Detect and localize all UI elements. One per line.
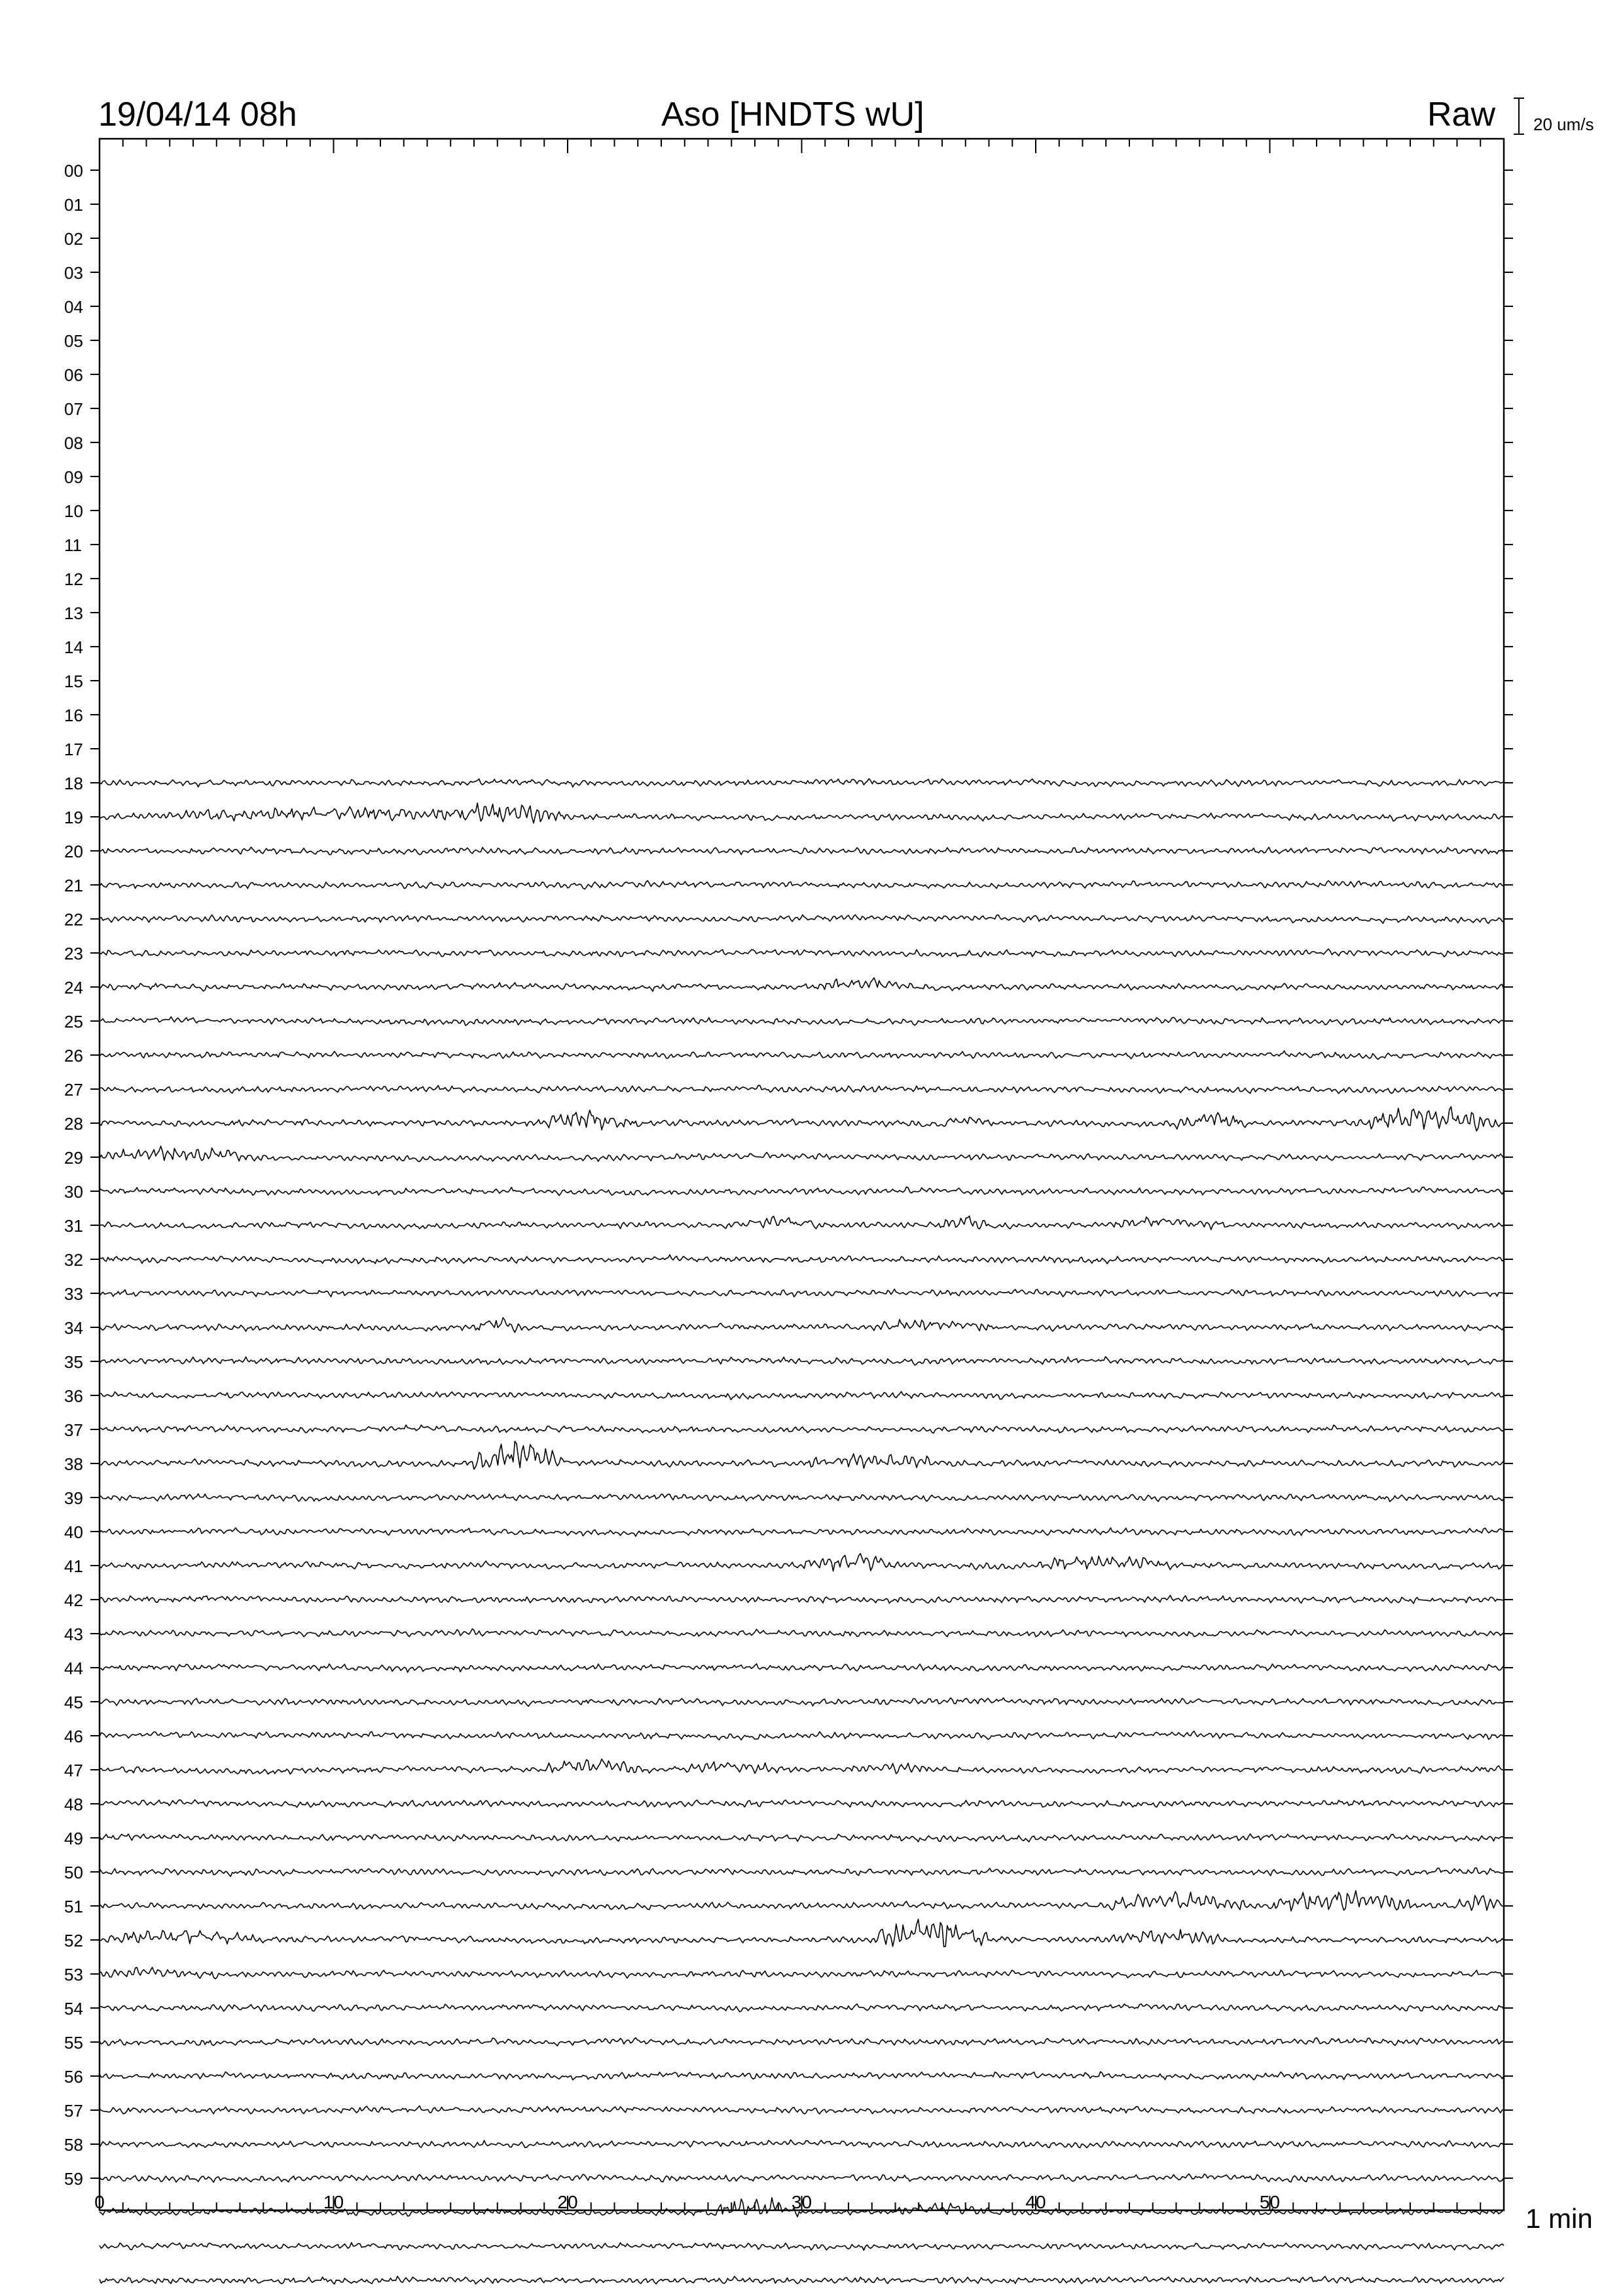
seismic-trace [100,2242,1504,2250]
row-label: 23 [64,944,83,963]
row-label: 41 [64,1556,83,1576]
row-label: 14 [64,637,83,657]
row-label: 29 [64,1148,83,1168]
row-label: 56 [64,2067,83,2087]
row-label: 02 [64,229,83,249]
row-label: 06 [64,365,83,385]
row-label: 33 [64,1284,83,1304]
plot-frame [100,139,1504,2210]
seismic-trace [100,1759,1504,1774]
seismic-trace [100,1255,1504,1264]
row-label: 25 [64,1012,83,1031]
x-tick-label: 50 [1259,2192,1281,2212]
x-tick-label: 0 [94,2192,105,2212]
seismic-trace [100,2276,1504,2284]
row-label: 21 [64,876,83,895]
row-label: 59 [64,2169,83,2189]
seismic-trace [100,2037,1504,2045]
seismic-trace [100,1967,1504,1979]
seismic-trace [100,2174,1504,2183]
row-label: 53 [64,1965,83,1984]
row-label: 11 [64,535,82,555]
row-label: 52 [64,1931,83,1950]
row-label: 51 [64,1897,83,1916]
row-label: 00 [64,161,83,181]
row-label: 18 [64,774,83,793]
row-label: 42 [64,1590,83,1610]
row-label: 45 [64,1693,83,1712]
row-label: 09 [64,467,83,487]
x-tick-label: 40 [1025,2192,1046,2212]
seismic-trace [100,2140,1504,2147]
row-label: 47 [64,1761,83,1780]
seismic-trace [100,1494,1504,1501]
x-unit-label: 1 min [1525,2203,1593,2234]
row-label: 50 [64,1863,83,1882]
x-tick-label: 10 [323,2192,344,2212]
seismic-trace [100,1554,1504,1571]
seismic-trace [100,1357,1504,1365]
seismic-trace [100,1216,1504,1230]
seismic-trace [100,1891,1504,1911]
row-label: 03 [64,263,83,283]
row-label: 26 [64,1046,83,1066]
seismic-trace [100,1051,1504,1060]
row-label: 49 [64,1829,83,1848]
row-label: 57 [64,2101,83,2121]
row-label: 48 [64,1795,83,1814]
seismic-trace [100,949,1504,957]
seismic-trace [100,1391,1504,1399]
row-label: 46 [64,1727,83,1746]
row-label: 07 [64,399,83,419]
row-label: 01 [64,195,83,215]
x-tick-label: 20 [557,2192,578,2212]
seismic-trace [100,881,1504,889]
row-label: 36 [64,1386,83,1406]
date-hour-label: 19/04/14 08h [98,96,297,134]
seismic-trace [100,1629,1504,1637]
seismic-trace [100,1800,1504,1808]
seismic-trace [100,915,1504,924]
x-tick-label: 30 [791,2192,812,2212]
seismic-trace [100,1107,1504,1131]
row-label: 17 [64,740,83,759]
row-label: 19 [64,808,83,827]
scale-bar [1514,98,1524,134]
seismic-trace [100,1187,1504,1196]
seismic-trace [100,978,1504,992]
seismic-trace [100,1017,1504,1026]
seismic-trace [100,1919,1504,1946]
row-label: 05 [64,331,83,351]
row-label: 58 [64,2135,83,2155]
row-label: 04 [64,297,83,317]
row-label: 28 [64,1114,83,1134]
row-label: 43 [64,1624,83,1644]
seismic-trace [100,1731,1504,1740]
seismic-trace [100,1441,1504,1469]
seismic-trace [100,1595,1504,1604]
mode-label: Raw [1427,96,1496,134]
seismic-trace [100,1425,1504,1433]
seismic-trace [100,2004,1504,2012]
trace-layer [100,779,1504,2284]
row-label: 30 [64,1182,83,1202]
row-label: 38 [64,1454,83,1474]
row-label: 08 [64,433,83,453]
row-label: 15 [64,672,83,691]
seismic-trace [100,1085,1504,1094]
row-label: 20 [64,842,83,861]
row-label: 31 [64,1216,83,1236]
row-label: 12 [64,569,83,589]
row-label: 44 [64,1659,83,1678]
row-label: 27 [64,1080,83,1100]
seismic-trace [100,847,1504,855]
seismic-trace [100,2072,1504,2080]
row-label: 13 [64,603,83,623]
plot-border [100,139,1504,2210]
row-label: 24 [64,978,83,997]
seismic-trace [100,1318,1504,1333]
seismic-trace [100,1528,1504,1536]
seismic-trace [100,2106,1504,2113]
scale-label: 20 um/s [1533,115,1594,134]
row-label: 40 [64,1522,83,1542]
seismic-trace [100,779,1504,787]
row-label: 32 [64,1250,83,1270]
seismic-trace [100,1868,1504,1876]
seismic-trace [100,1146,1504,1162]
row-label: 54 [64,1999,83,2018]
axis-labels [64,161,1280,2212]
row-label: 34 [64,1318,83,1338]
seismic-trace [100,1289,1504,1297]
row-label: 10 [64,501,83,521]
seismic-trace [100,1664,1504,1672]
seismic-trace [100,1698,1504,1706]
row-label: 37 [64,1420,83,1440]
row-label: 35 [64,1352,83,1372]
chart-title: Aso [HNDTS wU] [661,96,924,134]
seismic-trace [100,803,1504,823]
row-label: 16 [64,706,83,725]
row-label: 39 [64,1488,83,1508]
row-label: 55 [64,2033,83,2053]
row-label: 22 [64,910,83,929]
seismic-trace [100,1834,1504,1842]
